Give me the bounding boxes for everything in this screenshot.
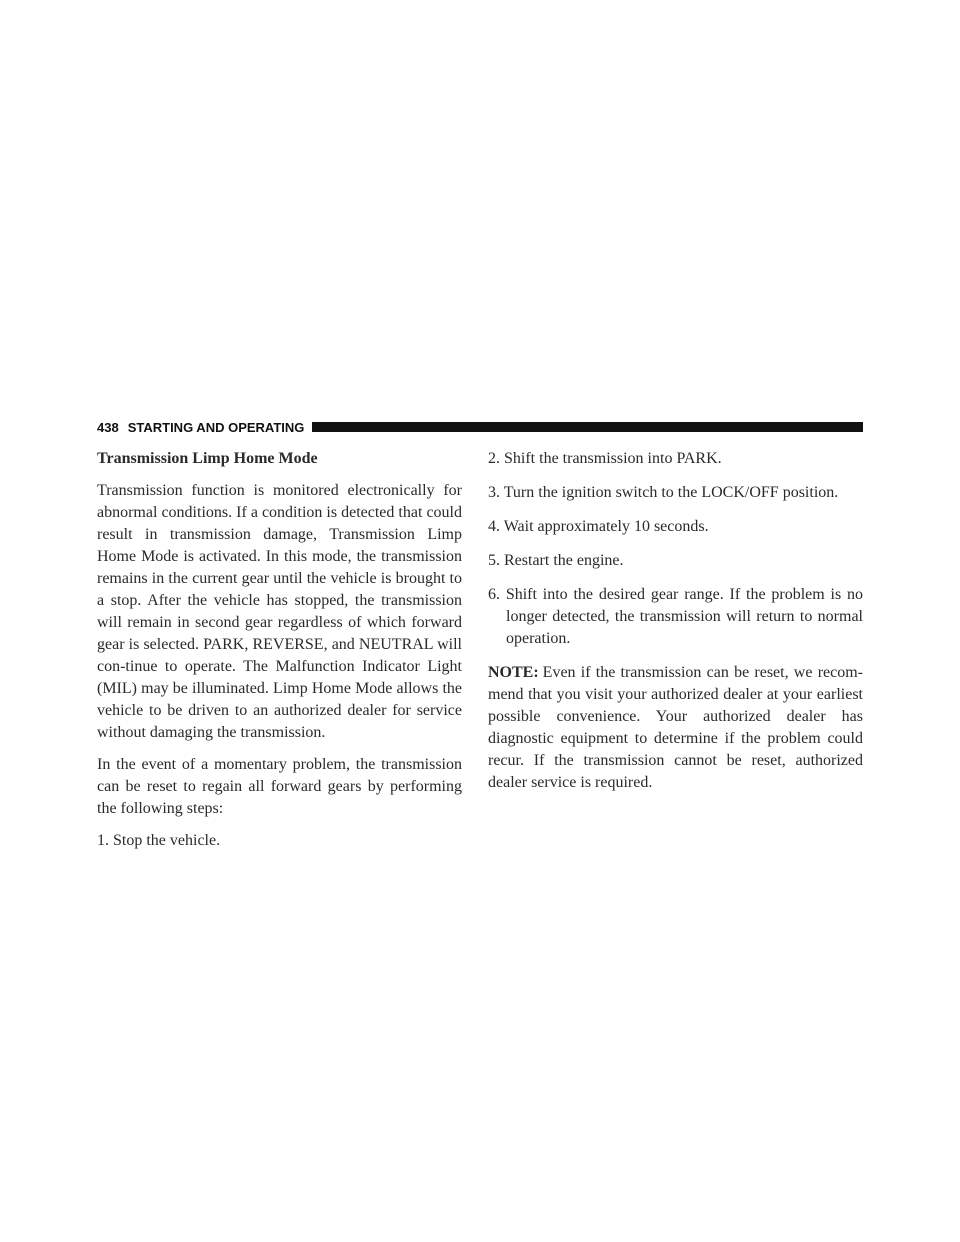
step-5: 5. Restart the engine. [488,552,624,569]
step-4: 4. Wait approximately 10 seconds. [488,518,709,535]
note-paragraph [488,662,863,794]
step-1: 1. Stop the vehicle. [97,832,221,849]
page-number: 438 [97,419,119,435]
step-3: 3. Turn the ignition switch to the LOCK/OFF position. [488,484,839,501]
left-column [97,448,462,864]
note-text: Even if the transmission can be reset, we recom-mend that you visit your authorized dealer at your earliest possible convenience. Your authorized dealer has diagnostic equipment to determine if the problem could recur. If the transmission cannot be reset, authorized dealer service is required. [488,664,863,791]
header-rule [312,422,863,432]
step-2: 2. Shift the transmission into PARK. [488,450,722,467]
body-paragraph: In the event of a momentary problem, the transmission can be reset to regain all forward gears by performing the following steps: [97,756,462,817]
step-6: 6. Shift into the desired gear range. If the problem is no longer detected, the transmission will return to normal operation. [488,586,863,647]
section-title: STARTING AND OPERATING [127,419,305,435]
note-label: NOTE: [488,664,539,681]
page-header [97,415,863,439]
right-column [488,448,863,794]
body-paragraph: Transmission function is monitored electronically for abnormal conditions. If a condition is detected that could result in transmission damage, Transmission Limp Home Mode is activated. In this mode, the transmission remains in the current gear until the vehicle is brought to a stop. After the vehicle has stopped, the transmission will remain in second gear regardless of which forward gear is selected. PARK, REVERSE, and NEUTRAL will con-tinue to operate. The Malfunction Indicator Light (MIL) may be illuminated. Limp Home Mode allows the vehicle to be driven to an authorized dealer for service without damaging the transmission. [97,482,462,741]
section-heading: Transmission Limp Home Mode [97,450,318,467]
